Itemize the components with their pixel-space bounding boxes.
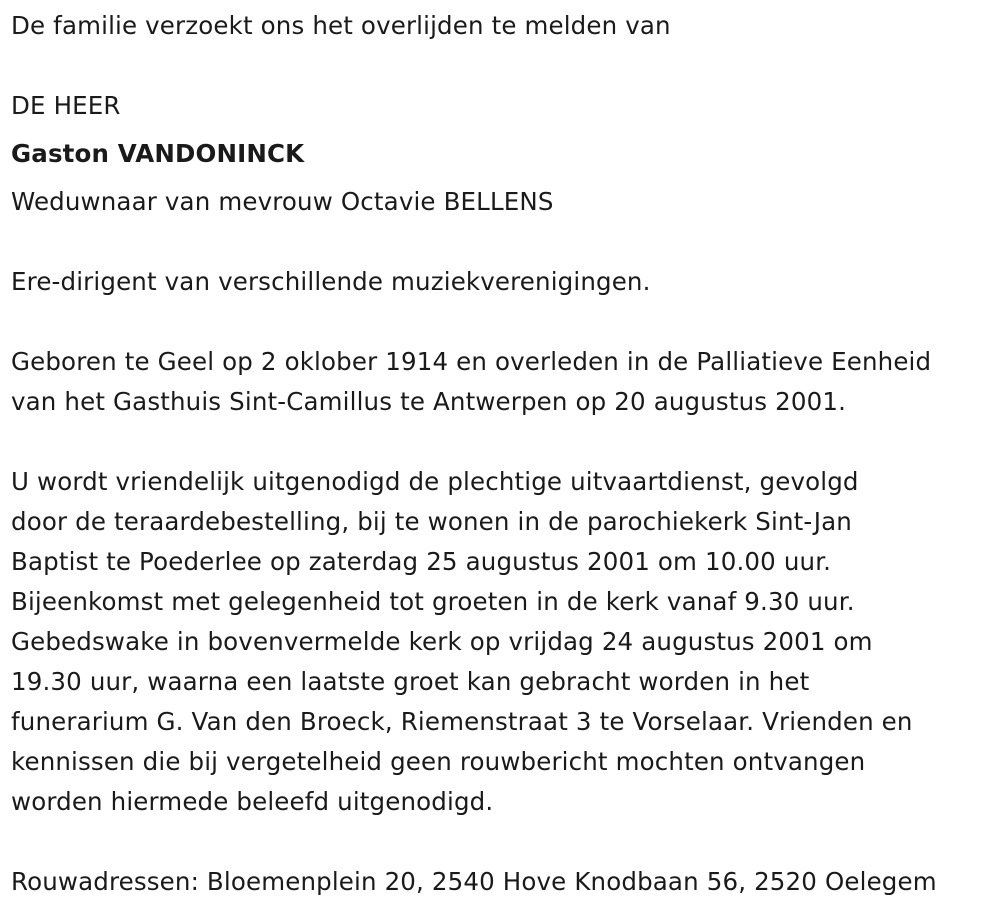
birth-death-paragraph (11, 342, 931, 422)
funeral-service-paragraph (11, 462, 913, 822)
paragraph-line: kennissen die bij vergetelheid geen rouwbericht mochten ontvangen (11, 747, 866, 776)
role-text: Ere-dirigent van verschillende muziekverenigingen. (11, 267, 651, 296)
paragraph-line: Bijeenkomst met gelegenheid tot groeten in de kerk vanaf 9.30 uur. (11, 587, 855, 616)
paragraph-line: Baptist te Poederlee op zaterdag 25 augustus 2001 om 10.00 uur. (11, 547, 832, 576)
paragraph-line: U wordt vriendelijk uitgenodigd de plechtige uitvaartdienst, gevolgd (11, 467, 859, 496)
paragraph-line: Gebedswake in bovenvermelde kerk op vrijdag 24 augustus 2001 om (11, 627, 873, 656)
widow-of-text: Weduwnaar van mevrouw Octavie BELLENS (11, 187, 554, 216)
paragraph-line: Geboren te Geel op 2 oklober 1914 en overleden in de Palliatieve Eenheid (11, 347, 932, 376)
honorific: DE HEER (11, 91, 121, 120)
paragraph-line: van het Gasthuis Sint-Camillus te Antwerpen op 20 augustus 2001. (11, 387, 847, 416)
paragraph-line: 19.30 uur, waarna een laatste groet kan gebracht worden in het (11, 667, 810, 696)
deceased-name: Gaston VANDONINCK (11, 139, 305, 168)
paragraph-line: worden hiermede beleefd uitgenodigd. (11, 787, 494, 816)
intro-text: De familie verzoekt ons het overlijden te melden van (11, 11, 671, 40)
paragraph-line: funerarium G. Van den Broeck, Riemenstraat 3 te Vorselaar. Vrienden en (11, 707, 913, 736)
paragraph-line: door de teraardebestelling, bij te wonen in de parochiekerk Sint-Jan (11, 507, 852, 536)
mourning-addresses: Rouwadressen: Bloemenplein 20, 2540 Hove Knodbaan 56, 2520 Oelegem (11, 867, 937, 896)
